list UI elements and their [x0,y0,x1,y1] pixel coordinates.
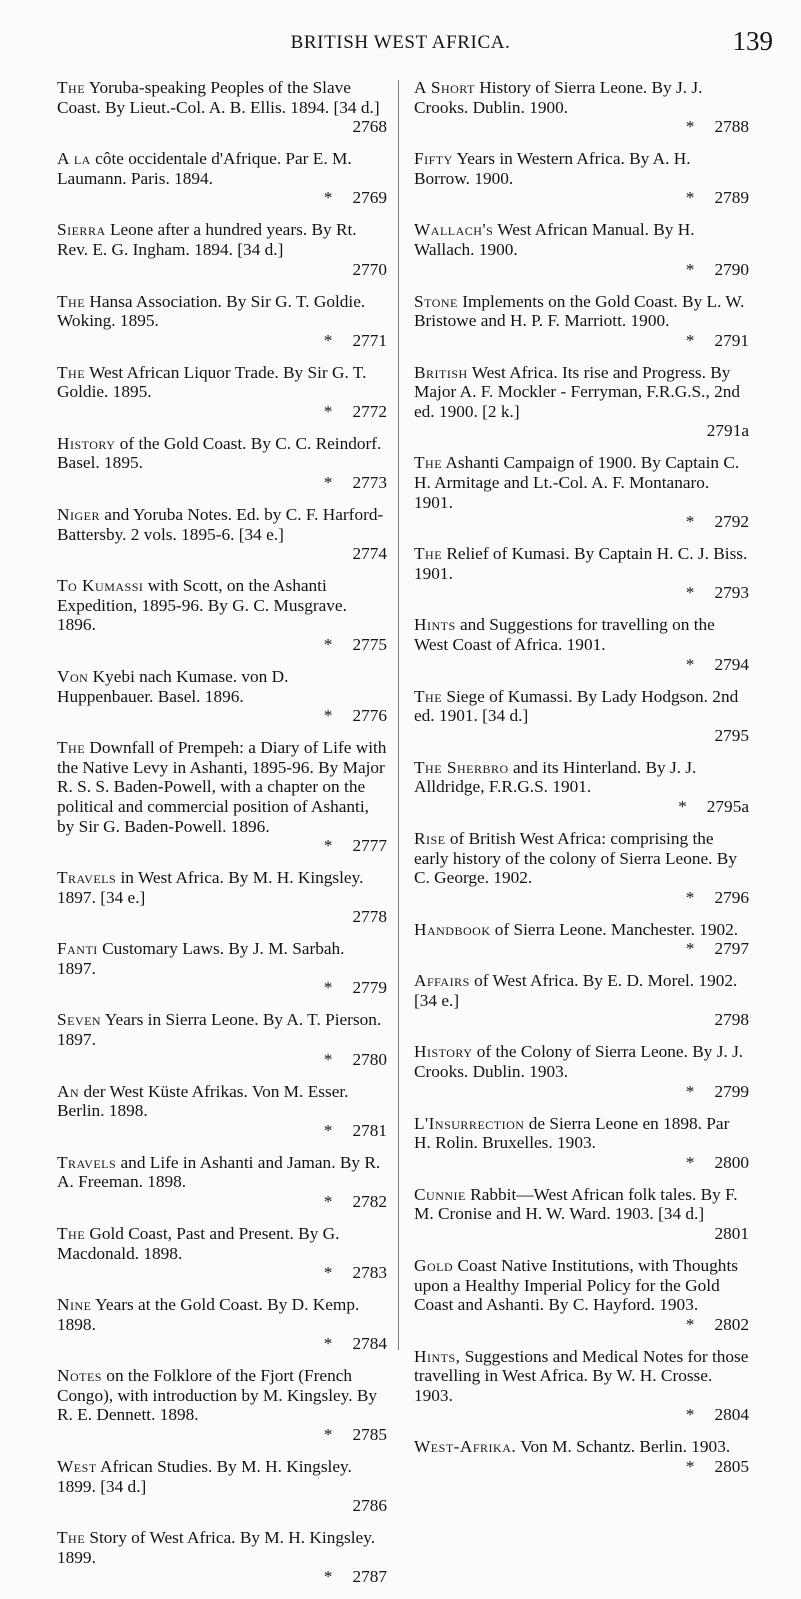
entry-star-marker: * [323,1191,333,1211]
entry-lead-word: A Short [414,78,475,97]
entry-text [414,687,749,726]
entry-text [57,1010,387,1049]
entry-text [57,1224,387,1263]
entry-number-line [414,1010,749,1030]
entry-text [57,738,387,836]
entry-number: 2781 [352,1120,387,1140]
page-number: 139 [732,26,773,56]
entry-star-marker: * [685,1457,695,1477]
entry-star-marker: * [685,654,695,674]
entry-number-line [57,706,387,726]
entry-text [57,1457,387,1496]
entry-number: 2799 [714,1081,749,1101]
catalog-entry [57,220,387,279]
entry-description: der West Küste Afrikas. Von M. Esser. Berlin. 1898. [57,1081,349,1121]
entry-number-line [57,1121,387,1141]
entry-star-marker: * [323,1120,333,1140]
entry-text [57,363,387,402]
entry-text [414,920,749,940]
entry-text [57,1082,387,1121]
entry-star-marker: * [685,1081,695,1101]
entry-star-marker: * [323,836,333,856]
entry-number: 2786 [352,1496,387,1516]
entry-lead-word: West-Afrika. [414,1437,517,1457]
entry-description: Years in Western Africa. By A. H. Borrow. 1900. [414,149,691,188]
entry-description: African Studies. By M. H. Kingsley. 1899. [34 d.] [57,1457,352,1496]
entry-number-line [414,655,749,675]
entry-number-line [57,1334,387,1354]
entry-star-marker: * [323,1425,333,1445]
entry-number-line [57,1567,387,1587]
entry-lead-word: L'Insurrection [414,1113,525,1133]
entry-text [414,544,749,583]
entry-star-marker: * [685,259,695,279]
entry-number-line [57,978,387,998]
entry-star-marker: * [323,1567,333,1587]
catalog-entry [414,920,749,959]
entry-lead-word: British [414,362,468,382]
entry-lead-word: Travels [57,1152,117,1172]
entry-star-marker: * [685,583,695,603]
entry-number: 2796 [714,887,749,907]
entry-number: 2789 [714,188,749,208]
entry-number-line [57,1496,387,1516]
entry-number-line [57,836,387,856]
entry-number-line [414,1457,749,1477]
entry-number-line [57,260,387,280]
entry-number-line [414,1315,749,1335]
entry-description: côte occidentale d'Afrique. Par E. M. Laumann. Paris. 1894. [57,149,352,188]
catalog-entry [57,1366,387,1444]
entry-description: Relief of Kumasi. By Captain H. C. J. Biss. 1901. [414,544,748,583]
entry-text [414,1185,749,1224]
catalog-entry [414,971,749,1030]
entry-number-line [414,188,749,208]
entry-text [414,1114,749,1153]
entry-number: 2778 [352,907,387,927]
catalog-entry [414,687,749,746]
entry-description: and its Hinterland. By J. J. Alldridge, F.R.G.S. 1901. [414,757,697,797]
entry-text [414,1042,749,1081]
entry-lead-word: West [57,1457,97,1477]
entry-number: 2791 [714,330,749,350]
entry-star-marker: * [685,1314,695,1334]
entry-text [57,292,387,331]
entry-number-line [57,544,387,564]
entry-number-line [57,907,387,927]
entry-number: 2800 [714,1152,749,1172]
entry-number: 2779 [352,978,387,998]
entry-text [57,1153,387,1192]
entry-text [57,505,387,544]
catalog-entry [57,667,387,726]
entry-description: Ashanti Campaign of 1900. By Captain C. H. Armitage and Lt.-Col. A. F. Montanaro. 1901. [414,453,740,512]
entry-description: Story of West Africa. By M. H. Kingsley. 1899. [57,1528,376,1567]
entry-number: 2804 [714,1405,749,1425]
entry-text [57,667,387,706]
entry-lead-word: Niger [57,505,100,525]
entry-number: 2772 [352,401,387,421]
entry-number-line [57,1425,387,1445]
entry-number-line [414,421,749,441]
entry-text [57,149,387,188]
entry-description: West African Liquor Trade. By Sir G. T. Goldie. 1895. [57,362,367,402]
entry-star-marker: * [323,188,333,208]
right-column [414,78,749,1489]
catalog-entry [57,576,387,654]
entry-description: of the Colony of Sierra Leone. By J. J. Crooks. Dublin. 1903. [414,1042,744,1082]
left-column [57,78,387,1599]
entry-description: Suggestions and Medical Notes for those travelling in West Africa. By W. H. Crosse. 1903. [414,1346,749,1405]
entry-description: Siege of Kumassi. By Lady Hodgson. 2nd ed. 1901. [34 d.] [414,686,739,726]
entry-description: Hansa Association. By Sir G. T. Goldie. Woking. 1895. [57,291,366,331]
entry-text [414,78,749,117]
entry-description: West Africa. Its rise and Progress. By Major A. F. Mockler - Ferryman, F.R.G.S., 2nd ed. 1900. [2 k.] [414,362,741,421]
entry-lead-word: Fifty [414,149,453,169]
entry-text [414,1347,749,1406]
entry-lead-word: An [57,1081,80,1101]
entry-description: Von M. Schantz. Berlin. 1903. [516,1437,731,1457]
catalog-entry [414,453,749,531]
catalog-entry [57,1457,387,1516]
entry-description: History of Sierra Leone. By J. J. Crooks. Dublin. 1900. [414,78,703,117]
entry-lead-word: Fanti [57,939,98,959]
entry-number-line [414,1153,749,1173]
catalog-entry [57,292,387,351]
entry-number: 2802 [714,1314,749,1334]
entry-number-line [414,331,749,351]
entry-lead-word: Hints [414,615,456,635]
entry-star-marker: * [685,330,695,350]
entry-number: 2768 [352,117,387,137]
entry-text [57,576,387,635]
catalog-entry [57,868,387,927]
catalog-entry [57,1153,387,1212]
entry-description: and Yoruba Notes. Ed. by C. F. Harford-Battersby. 2 vols. 1895-6. [34 e.] [57,505,384,544]
entry-star-marker: * [685,887,695,907]
entry-description: of British West Africa: comprising the early history of the colony of Sierra Leone. By C. George. 1902. [414,828,737,888]
entry-number: 2797 [714,939,749,959]
entry-text [57,220,387,259]
entry-number-line [414,260,749,280]
entry-lead-word: History [57,433,116,453]
entry-description: Customary Laws. By J. M. Sarbah. 1897. [57,939,345,978]
catalog-entry [57,1010,387,1069]
catalog-entry [57,1295,387,1354]
catalog-entry [414,149,749,208]
entry-star-marker: * [685,117,695,137]
entry-description: Gold Coast, Past and Present. By G. Macdonald. 1898. [57,1223,340,1263]
entry-number-line [57,402,387,422]
entry-lead-word: The [414,453,443,473]
entry-lead-word: The [414,686,443,706]
catalog-entry [414,363,749,441]
entry-number: 2773 [352,473,387,493]
entry-star-marker: * [323,1263,333,1283]
entry-text [57,1295,387,1334]
catalog-entry [57,738,387,856]
entry-lead-word: History [414,1042,473,1062]
entry-number-line [414,1082,749,1102]
entry-description: Years at the Gold Coast. By D. Kemp. 1898. [57,1295,360,1334]
entry-number: 2794 [714,654,749,674]
entry-number: 2777 [352,836,387,856]
entry-star-marker: * [323,1049,333,1069]
entry-description: Downfall of Prempeh: a Diary of Life with the Native Levy in Ashanti, 1895-96. By Major R. S. S. Baden-Powell, with a chapter on the political and commercial position of Ashanti, by Sir G. Baden-Powell. 1896. [57,738,387,836]
catalog-entry [414,1185,749,1244]
catalog-entry [414,1114,749,1173]
entry-number: 2795a [706,796,749,816]
entry-description: Coast Native Institutions, with Thoughts upon a Healthy Imperial Policy for the Gold Coast and Ashanti. By C. Hayford. 1903. [414,1255,738,1315]
entry-lead-word: Notes [57,1366,102,1386]
entry-number-line [414,117,749,137]
entry-text [414,971,749,1010]
entry-number: 2771 [352,330,387,350]
entry-text [57,1528,387,1567]
column-divider [398,80,399,1350]
entry-lead-word: Handbook [414,919,491,939]
entry-text [414,615,749,654]
entry-lead-word: Sierra [57,220,106,240]
entry-description: Implements on the Gold Coast. By L. W. Bristowe and H. P. F. Marriott. 1900. [414,291,745,331]
entry-description: on the Folklore of the Fjort (French Congo), with introduction by M. Kingsley. By R. E. Dennett. 1898. [57,1366,378,1425]
catalog-entry [57,1528,387,1587]
entry-number: 2795 [714,725,749,745]
entry-text [414,363,749,422]
catalog-entry [57,149,387,208]
entry-number: 2805 [714,1457,749,1477]
catalog-entry [57,939,387,998]
entry-number-line [57,635,387,655]
catalog-entry [414,1437,749,1476]
entry-text [57,1366,387,1425]
catalog-entry [57,434,387,493]
entry-number: 2776 [352,706,387,726]
entry-star-marker: * [685,1152,695,1172]
entry-description: de Sierra Leone en 1898. Par H. Rolin. Bruxelles. 1903. [414,1113,730,1153]
entry-text [57,434,387,473]
entry-number-line [57,1050,387,1070]
entry-number-line [414,1405,749,1425]
entry-number: 2790 [714,259,749,279]
entry-text [57,78,387,117]
catalog-entry [414,220,749,279]
entry-number: 2792 [714,512,749,532]
entry-star-marker: * [685,1405,695,1425]
catalog-entry [57,1082,387,1141]
entry-star-marker: * [323,473,333,493]
entry-number: 2780 [352,1049,387,1069]
entry-star-marker: * [685,939,695,959]
entry-lead-word: The [57,362,86,382]
entry-lead-word: The Sherbro [414,757,509,777]
entry-number: 2775 [352,634,387,654]
entry-number-line [414,726,749,746]
catalog-entry [57,1224,387,1283]
entry-number: 2774 [352,544,387,564]
entry-number-line [57,1263,387,1283]
entry-number-line [57,1192,387,1212]
entry-lead-word: Seven [57,1010,102,1030]
entry-star-marker: * [685,512,695,532]
entry-text [414,149,749,188]
entry-number-line [414,939,749,959]
catalog-entry [414,1347,749,1425]
running-title: BRITISH WEST AFRICA. [290,32,511,53]
catalog-entry [57,363,387,422]
entry-lead-word: Cunnie [414,1184,466,1204]
entry-number: 2791a [706,421,749,441]
entry-number: 2785 [352,1425,387,1445]
entry-text [414,220,749,259]
entry-number: 2782 [352,1191,387,1211]
entry-description: Kyebi nach Kumase. von D. Huppenbauer. Basel. 1896. [57,666,289,706]
entry-description: of West Africa. By E. D. Morel. 1902. [34 e.] [414,971,738,1010]
entry-lead-word: The [57,738,86,758]
entry-lead-word: The [57,78,86,97]
entry-number: 2769 [352,188,387,208]
entry-text [414,292,749,331]
entry-description: West African Manual. By H. Wallach. 1900. [414,220,695,259]
entry-star-marker: * [323,401,333,421]
entry-star-marker: * [323,634,333,654]
entry-lead-word: The [57,1528,86,1548]
entry-lead-word: Hints, [414,1346,461,1366]
catalog-entry [414,1042,749,1101]
entry-text [414,758,749,797]
entry-lead-word: The [57,291,86,311]
entry-number-line [414,1224,749,1244]
entry-number-line [57,188,387,208]
catalog-entry [57,78,387,137]
entry-number: 2793 [714,583,749,603]
entry-description: Rabbit—West African folk tales. By F. M. Cronise and H. W. Ward. 1903. [34 d.] [414,1184,738,1224]
catalog-entry [414,1256,749,1334]
entry-lead-word: Affairs [414,971,470,991]
page-header [0,22,801,66]
entry-lead-word: To Kumassi [57,576,144,596]
entry-lead-word: Rise [414,828,446,848]
entry-lead-word: Wallach's [414,220,494,240]
entry-number-line [414,512,749,532]
entry-description: Yoruba-speaking Peoples of the Slave Coast. By Lieut.-Col. A. B. Ellis. 1894. [34 d.] [57,78,380,117]
entry-description: Years in Sierra Leone. By A. T. Pierson. 1897. [57,1010,382,1050]
entry-number-line [57,117,387,137]
entry-lead-word: The [57,1223,86,1243]
entry-text [414,453,749,512]
entry-number-line [57,331,387,351]
entry-lead-word: A la [57,149,91,169]
entry-description: with Scott, on the Ashanti Expedition, 1895-96. By G. C. Musgrave. 1896. [57,576,347,635]
catalog-entry [414,78,749,137]
entry-description: of the Gold Coast. By C. C. Reindorf. Basel. 1895. [57,433,382,473]
entry-star-marker: * [323,706,333,726]
entry-text [57,868,387,907]
entry-text [414,1256,749,1315]
entry-star-marker: * [323,1334,333,1354]
catalog-entry [414,758,749,817]
entry-number: 2788 [714,117,749,137]
entry-number-line [414,888,749,908]
entry-lead-word: Travels [57,868,117,888]
entry-text [414,1437,749,1457]
entry-text [57,939,387,978]
entry-star-marker: * [685,188,695,208]
entry-number: 2798 [714,1010,749,1030]
entry-number-line [414,797,749,817]
catalog-entry [414,292,749,351]
entry-number: 2787 [352,1567,387,1587]
entry-lead-word: Gold [414,1255,454,1275]
catalog-entry [414,829,749,907]
entry-description: and Suggestions for travelling on the West Coast of Africa. 1901. [414,615,715,654]
entry-lead-word: Stone [414,291,458,311]
entry-number-line [57,473,387,493]
entry-description: in West Africa. By M. H. Kingsley. 1897. [34 e.] [57,868,364,907]
catalog-entry [414,544,749,603]
entry-number: 2770 [352,259,387,279]
entry-lead-word: The [414,544,443,564]
entry-description: Leone after a hundred years. By Rt. Rev. E. G. Ingham. 1894. [34 d.] [57,220,357,259]
entry-star-marker: * [323,978,333,998]
entry-number-line [414,583,749,603]
entry-description: of Sierra Leone. Manchester. 1902. [490,919,739,939]
entry-text [414,829,749,888]
entry-number: 2801 [714,1223,749,1243]
catalog-entry [414,615,749,674]
entry-number: 2784 [352,1334,387,1354]
catalog-entry [57,505,387,564]
entry-star-marker: * [323,330,333,350]
entry-number: 2783 [352,1263,387,1283]
entry-lead-word: Von [57,666,89,686]
entry-description: and Life in Ashanti and Jaman. By R. A. Freeman. 1898. [57,1152,381,1192]
entry-lead-word: Nine [57,1295,92,1315]
entry-star-marker: * [678,796,687,816]
